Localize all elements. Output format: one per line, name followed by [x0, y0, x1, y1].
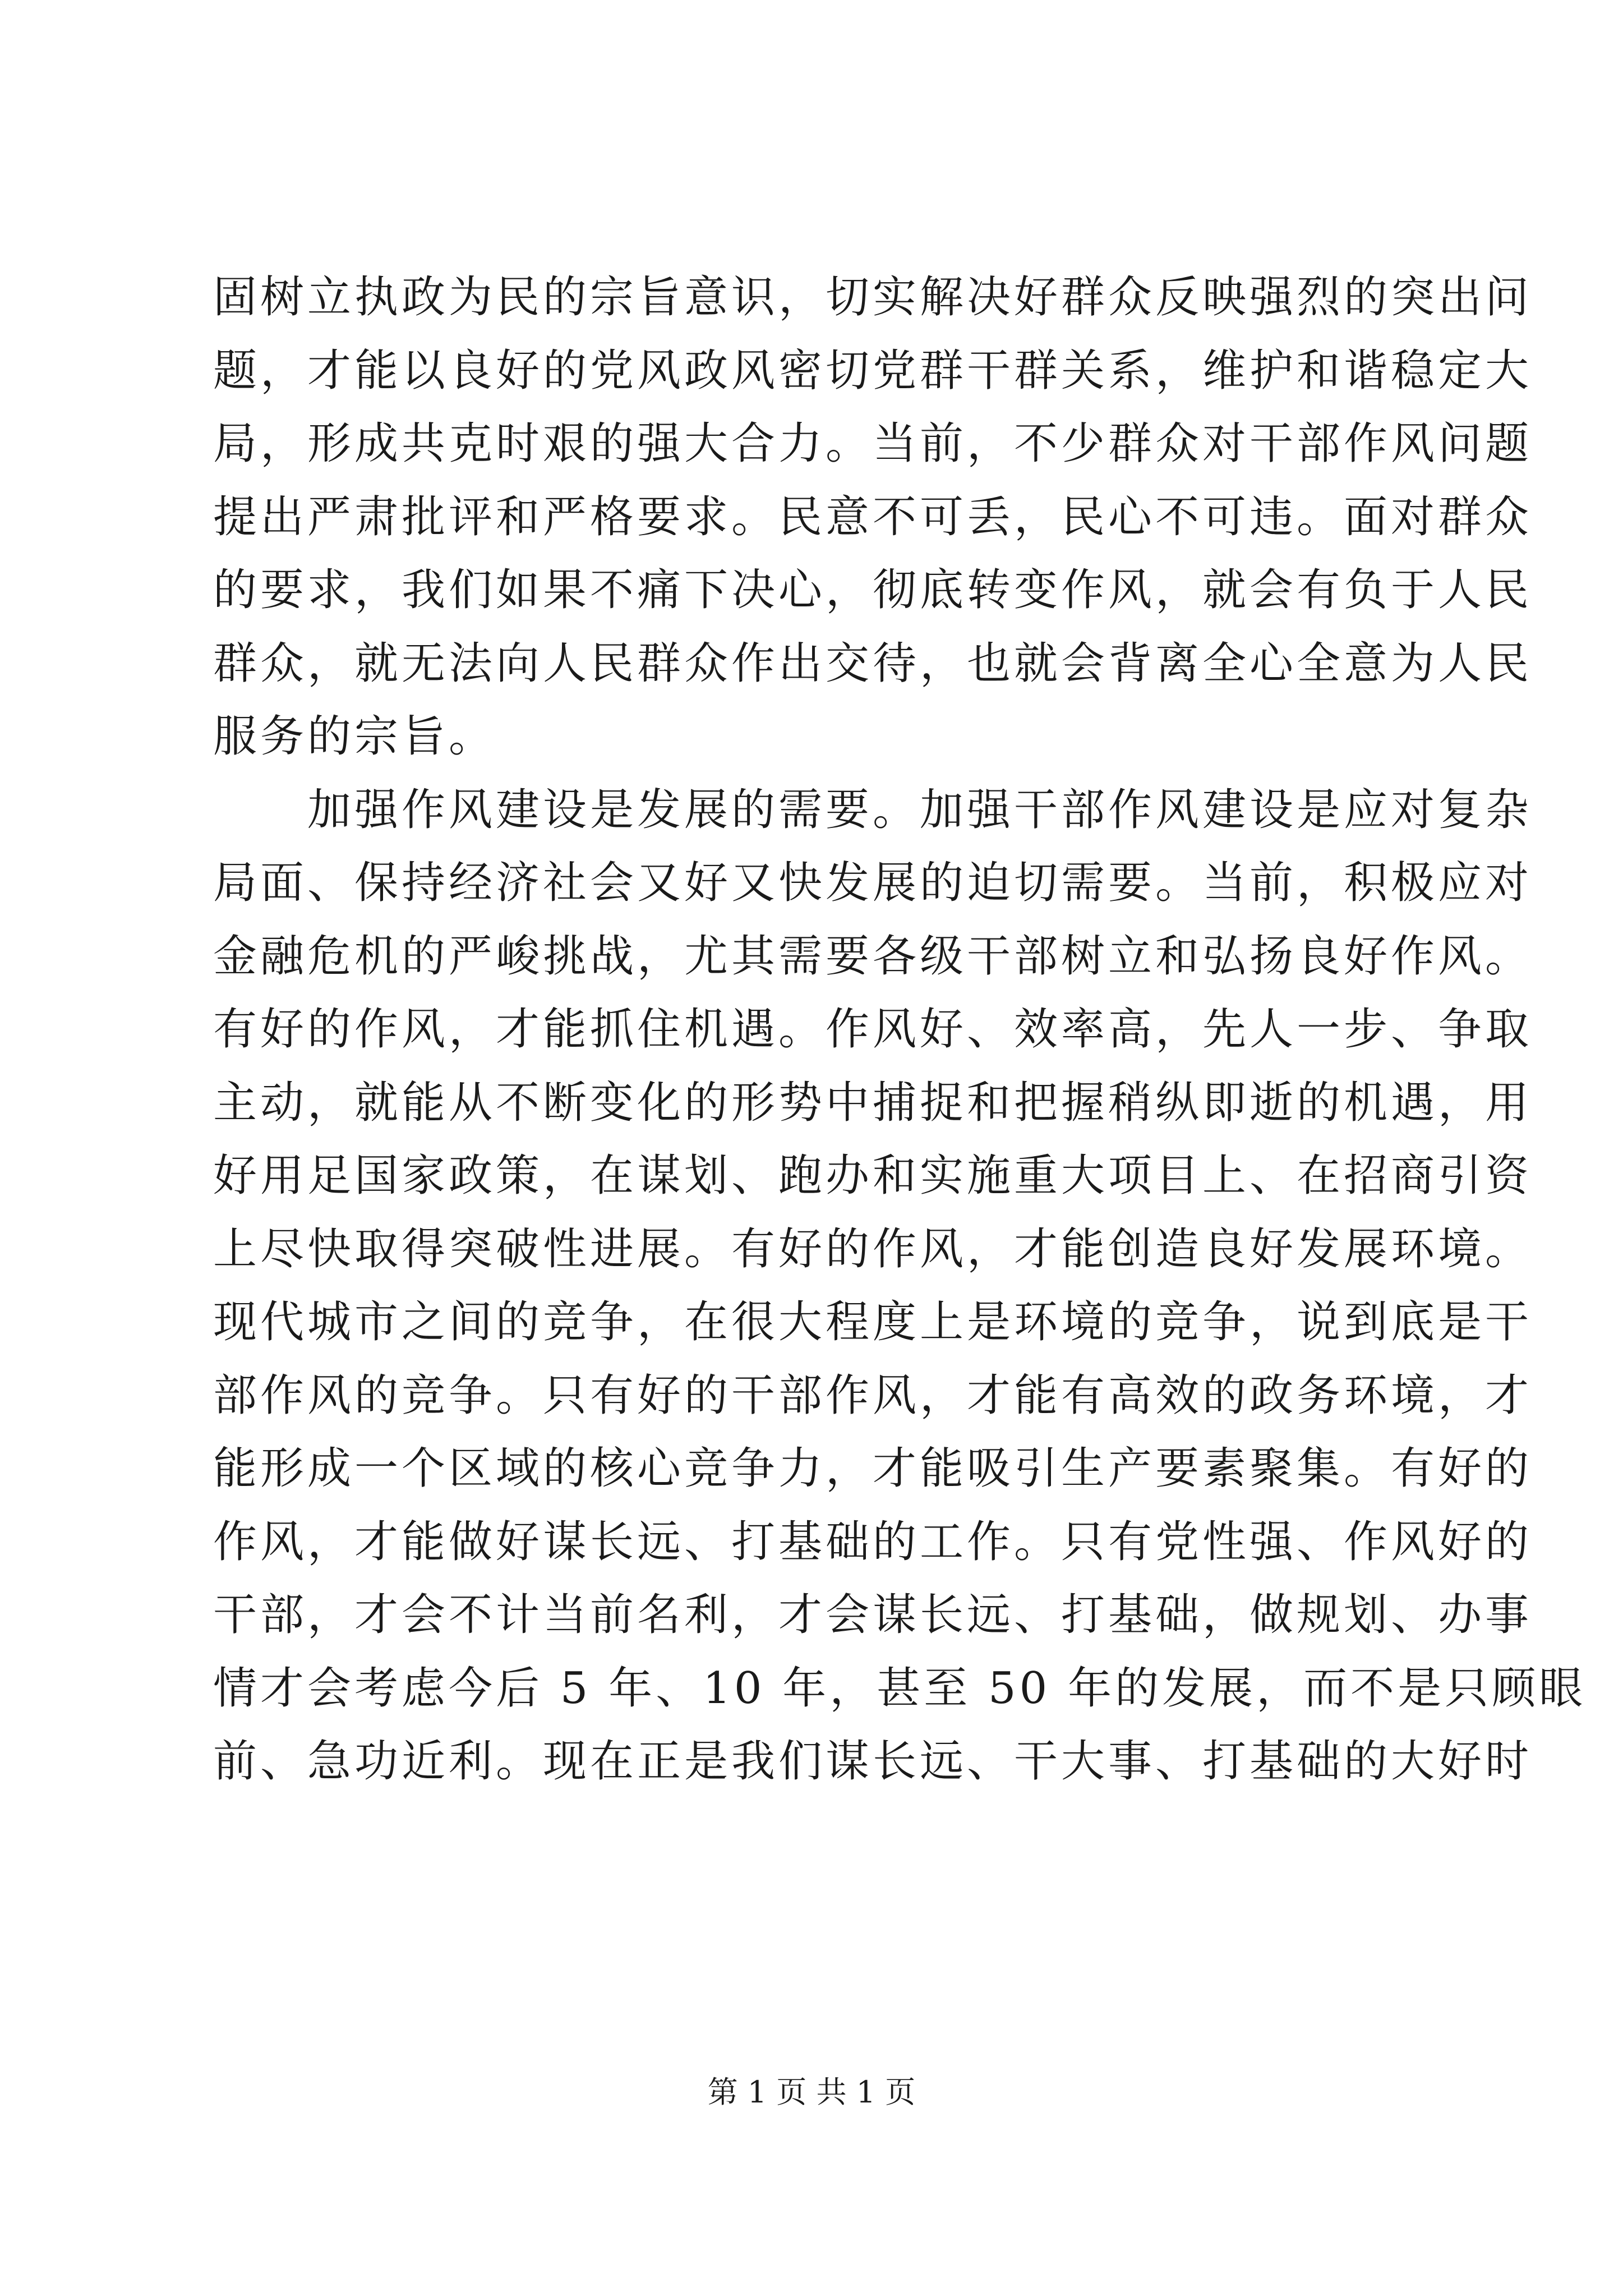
text-line: 固树立执政为民的宗旨意识，切实解决好群众反映强烈的突出问	[213, 272, 1533, 323]
text-line: 服务的宗旨。	[213, 711, 496, 762]
text-line: 有好的作风，才能抓住机遇。作风好、效率高，先人一步、争取	[213, 1004, 1533, 1055]
text-line: 的要求，我们如果不痛下决心，彻底转变作风，就会有负于人民	[213, 565, 1533, 615]
text-line: 干部，才会不计当前名利，才会谋长远、打基础，做规划、办事	[213, 1590, 1533, 1640]
text-line: 现代城市之间的竞争，在很大程度上是环境的竞争，说到底是干	[213, 1297, 1533, 1347]
text-line: 能形成一个区域的核心竞争力，才能吸引生产要素聚集。有好的	[213, 1443, 1533, 1494]
text-line: 情才会考虑今后 5 年、10 年，甚至 50 年的发展，而不是只顾眼	[213, 1663, 1587, 1714]
text-line: 群众，就无法向人民群众作出交待，也就会背离全心全意为人民	[213, 638, 1533, 689]
text-line: 作风，才能做好谋长远、打基础的工作。只有党性强、作风好的	[213, 1517, 1533, 1567]
text-line: 加强作风建设是发展的需要。加强干部作风建设是应对复杂	[213, 785, 1533, 835]
text-line: 上尽快取得突破性进展。有好的作风，才能创造良好发展环境。	[213, 1224, 1533, 1274]
text-line: 题，才能以良好的党风政风密切党群干群关系，维护和谐稳定大	[213, 346, 1533, 396]
text-line: 金融危机的严峻挑战，尤其需要各级干部树立和弘扬良好作风。	[213, 931, 1533, 982]
text-line: 局面、保持经济社会又好又快发展的迫切需要。当前，积极应对	[213, 858, 1533, 908]
text-line: 前、急功近利。现在正是我们谋长远、干大事、打基础的大好时	[213, 1736, 1533, 1787]
text-line: 好用足国家政策，在谋划、跑办和实施重大项目上、在招商引资	[213, 1151, 1533, 1201]
text-line: 提出严肃批评和严格要求。民意不可丢，民心不可违。面对群众	[213, 492, 1533, 542]
text-line: 部作风的竞争。只有好的干部作风，才能有高效的政务环境，才	[213, 1370, 1533, 1421]
text-line: 主动，就能从不断变化的形势中捕捉和把握稍纵即逝的机遇，用	[213, 1078, 1533, 1128]
text-line: 局，形成共克时艰的强大合力。当前，不少群众对干部作风问题	[213, 418, 1533, 469]
page-footer: 第 1 页 共 1 页	[707, 2074, 916, 2110]
